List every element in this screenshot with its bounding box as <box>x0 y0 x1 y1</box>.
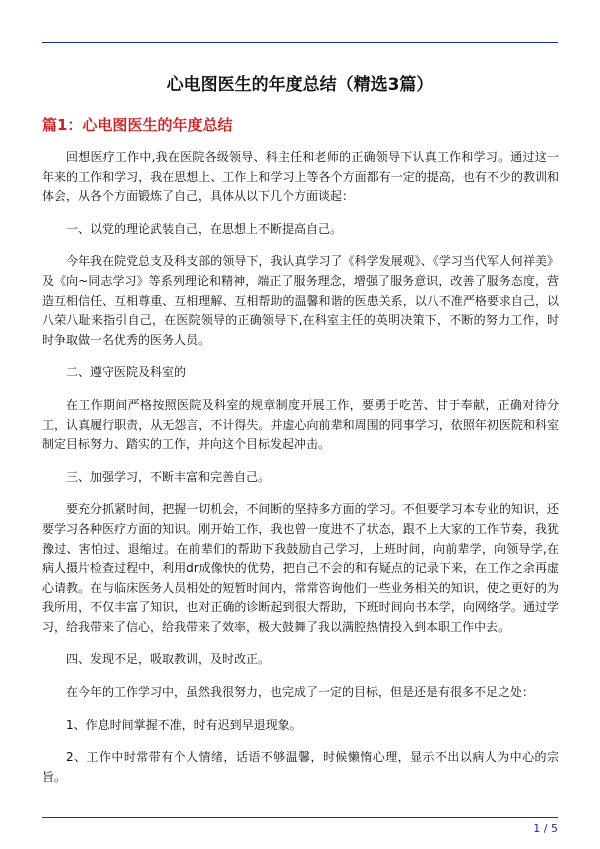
heading-1: 一、以党的理论武装自己，在思想上不断提高自己。 <box>66 221 343 236</box>
list-item-1: 1、作息时间掌握不准，时有迟到早退现象。 <box>66 717 302 732</box>
header-rule <box>42 42 558 43</box>
paragraph-3: 要充分抓紧时间，把握一切机会，不间断的坚持多方面的学习。不但要学习本专业的知识，还要学习各种医疗方面的知识。刚开始工作，我也曾一度进不了状态，跟不上大家的工作节奏，我犹豫过、害怕过、退缩过。在前辈们的帮助下我鼓励自己学习，上班时间，向前辈学，向领导学,在病人摄片检查过程中，利用dr成像快的优势，把自己不会的和有疑点的记录下来，在工作之余再虚心请教。在与临床医务人员相处的短暂时间内，常常咨询他们一些业务相关的知识，使之更好的为我所用，不仅丰富了知识，也对正确的诊断起到很大帮助，下班时间向书本学，向网络学。通过学习，给我带来了信心，给我带来了效率，极大鼓舞了我以满腔热情投入到本职工作中去。 <box>42 502 559 634</box>
heading-4: 四、发现不足，吸取教训，及时改正。 <box>66 652 271 667</box>
section-title: 篇1：心电图医生的年度总结 <box>42 116 233 134</box>
heading-3: 三、加强学习，不断丰富和完善自己。 <box>66 469 271 484</box>
paragraph-intro: 回想医疗工作中,我在医院各级领导、科主任和老师的正确领导下认真工作和学习。通过这一年来的工作和学习，我在思想上、工作上和学习上等各个方面都有一定的提高，也有不少的教训和体会，从各个方面锻炼了自己，具体从以下几个方面谈起： <box>42 150 559 204</box>
heading-2: 二、遵守医院及科室的 <box>66 365 187 380</box>
page-indicator: 1 / 5 <box>533 822 558 835</box>
paragraph-1: 今年我在院党总支及科支部的领导下，我认真学习了《科学发展观》、《学习当代军人何祥美》及《向~同志学习》等系列理论和精神，端正了服务理念，增强了服务意识，改善了服务态度，营造互相信任、互相尊重、互相理解、互相帮助的温馨和谐的医患关系，以八不准严格要求自己，以八荣八耻来指引自己，在医院领导的正确领导下,在科室主任的英明决策下，不断的努力工作，时时争取做一名优秀的医务人员。 <box>42 254 559 347</box>
document-body <box>42 148 559 800</box>
paragraph-4: 在今年的工作学习中，虽然我很努力，也完成了一定的目标，但是还是有很多不足之处： <box>66 685 535 700</box>
list-item-2: 2、工作中时常带有个人情绪，话语不够温馨，时候懒惰心理，显示不出以病人为中心的宗旨。 <box>42 750 559 784</box>
paragraph-2: 在工作期间严格按照医院及科室的规章制度开展工作，要勇于吃苦、甘于奉献，正确对待分工，认真履行职责，从无怨言，不计得失。并虚心向前辈和周围的同事学习，依照年初医院和科室制定目标努力、踏实的工作，并向这个目标发起冲击。 <box>42 397 559 452</box>
document-title: 心电图医生的年度总结（精选3篇） <box>166 75 434 95</box>
footer-rule <box>42 817 558 818</box>
